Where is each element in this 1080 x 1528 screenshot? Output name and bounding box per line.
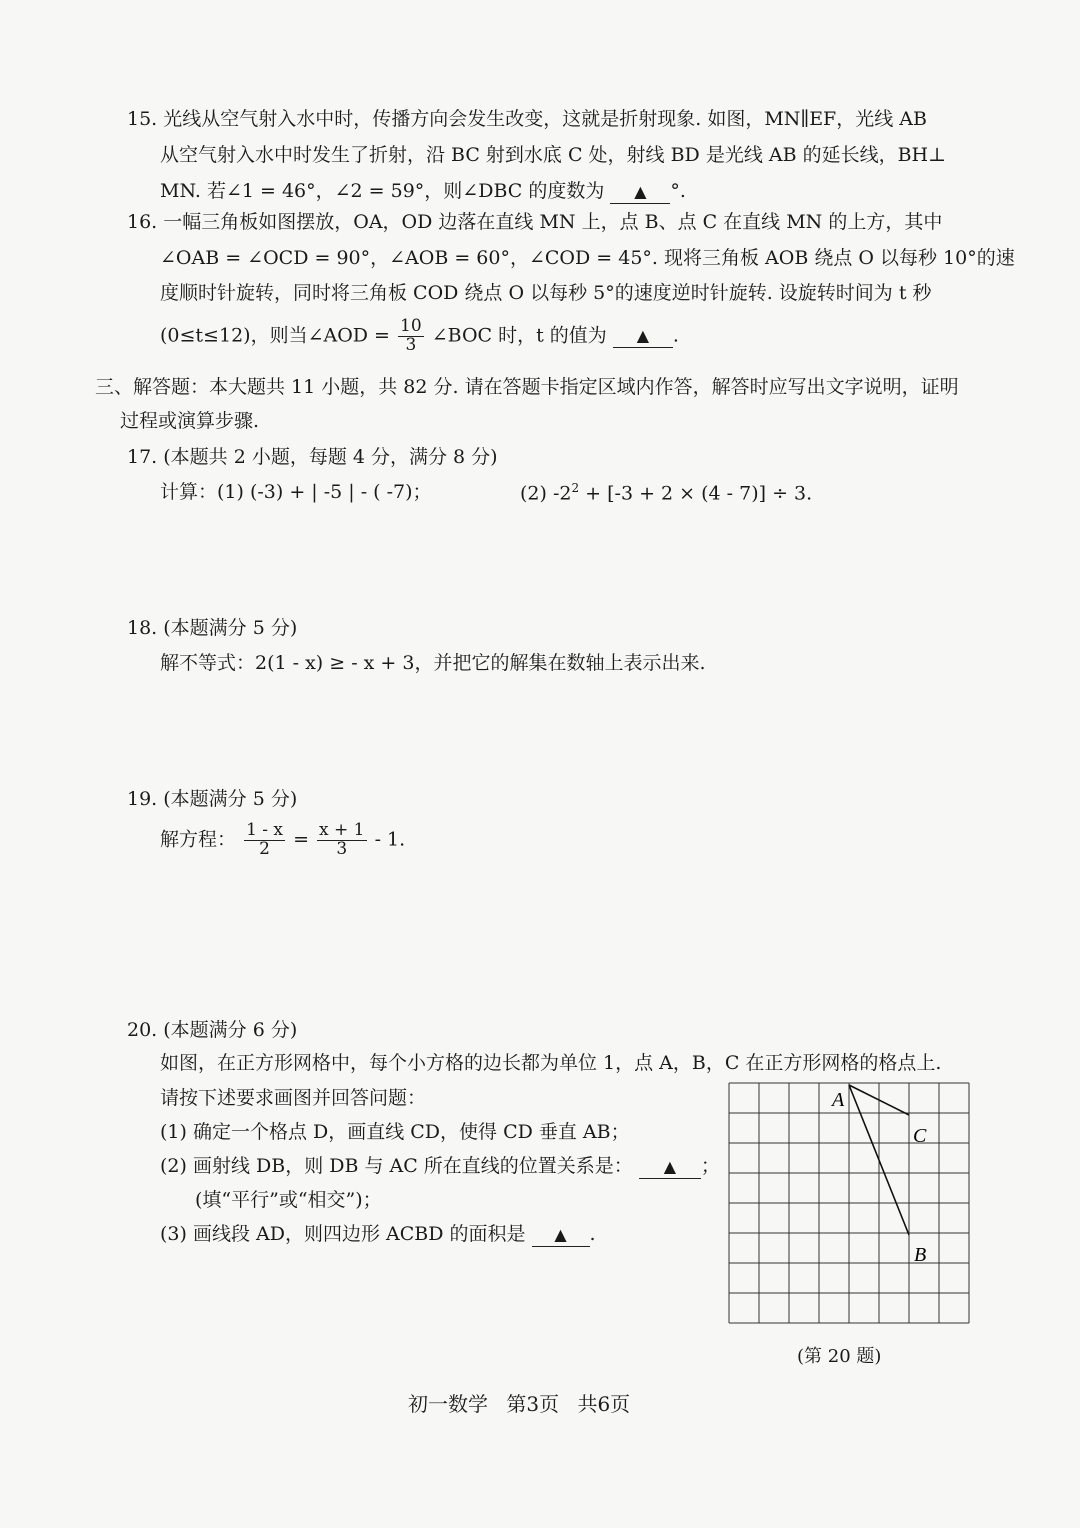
q16-line-4-text: (0≤t≤12)，则当∠AOD = bbox=[160, 324, 390, 347]
figure-caption: (第 20 题) bbox=[797, 1346, 882, 1367]
q16-line-2: ∠OAB = ∠OCD = 90°，∠AOB = 60°，∠COD = 45°. 现将三角板 AOB 绕点 O 以每秒 10°的速 bbox=[160, 247, 1015, 269]
q19-equation bbox=[160, 822, 405, 859]
q19-fraction-right bbox=[317, 822, 366, 859]
q17-part-2-rest: + [-3 + 2 × (4 - 7)] ÷ 3. bbox=[579, 482, 813, 505]
q19-prefix: 解方程： bbox=[160, 828, 237, 851]
q15-answer-blank[interactable] bbox=[610, 180, 670, 204]
point-a-label: A bbox=[832, 1089, 845, 1111]
q15-line-3-text: MN. 若∠1 = 46°，∠2 = 59°，则∠DBC 的度数为 bbox=[160, 180, 605, 202]
answer-triangle-icon: ▲ bbox=[636, 326, 649, 346]
q20-item-2-note: (填“平行”或“相交”)； bbox=[195, 1189, 382, 1211]
answer-triangle-icon: ▲ bbox=[554, 1225, 567, 1244]
q20-item-2 bbox=[160, 1155, 720, 1179]
q20-item-1: (1) 确定一个格点 D，画直线 CD，使得 CD 垂直 AB； bbox=[160, 1121, 630, 1143]
q19-header: 19. (本题满分 5 分) bbox=[127, 788, 298, 810]
q16-line-1: 16. 一幅三角板如图摆放，OA，OD 边落在直线 MN 上，点 B、点 C 在直线 MN 的上方，其中 bbox=[127, 211, 943, 233]
fraction-numerator: x + 1 bbox=[319, 820, 365, 840]
square-grid-figure bbox=[728, 1082, 972, 1328]
q16-line-4-end: . bbox=[672, 324, 679, 347]
q20-line-2: 请按下述要求画图并回答问题： bbox=[160, 1087, 427, 1109]
q16-line-4 bbox=[160, 318, 679, 355]
answer-triangle-icon: ▲ bbox=[634, 182, 647, 201]
q16-fraction bbox=[398, 318, 424, 355]
exponent: 2 bbox=[571, 481, 580, 495]
q20-item-2-blank[interactable] bbox=[639, 1155, 701, 1179]
answer-triangle-icon: ▲ bbox=[663, 1157, 677, 1176]
section-3-heading-cont: 过程或演算步骤. bbox=[120, 410, 260, 432]
q19-suffix: - 1. bbox=[374, 828, 406, 851]
q19-fraction-left bbox=[244, 822, 285, 859]
q15-line-3-end: °. bbox=[670, 180, 686, 202]
q20-item-3-text: (3) 画线段 AD，则四边形 ACBD 的面积是 bbox=[160, 1223, 526, 1245]
equals-sign: = bbox=[293, 828, 309, 851]
page-footer: 初一数学 第3页 共6页 bbox=[408, 1392, 631, 1416]
grid-lines bbox=[729, 1083, 969, 1323]
q17-part-2 bbox=[520, 481, 812, 505]
point-b-label: B bbox=[914, 1244, 927, 1266]
q16-line-3: 度顺时针旋转，同时将三角板 COD 绕点 O 以每秒 5°的速度逆时针旋转. 设旋转时间为 t 秒 bbox=[160, 282, 932, 304]
q20-item-3 bbox=[160, 1223, 596, 1247]
q18-text: 解不等式：2(1 - x) ≥ - x + 3，并把它的解集在数轴上表示出来. bbox=[160, 652, 706, 674]
q15-line-3 bbox=[160, 180, 686, 204]
fraction-numerator: 10 bbox=[400, 316, 422, 336]
q20-line-1: 如图，在正方形网格中，每个小方格的边长都为单位 1，点 A，B，C 在正方形网格的格点上. bbox=[160, 1052, 942, 1074]
fraction-numerator: 1 - x bbox=[246, 820, 284, 840]
point-c-label: C bbox=[913, 1125, 927, 1147]
section-3-heading: 三、解答题：本大题共 11 小题，共 82 分. 请在答题卡指定区域内作答，解答时应写出文字说明，证明 bbox=[95, 376, 959, 398]
q16-line-4-mid: ∠BOC 时，t 的值为 bbox=[431, 324, 607, 347]
fraction-denominator: 2 bbox=[259, 838, 270, 859]
q16-answer-blank[interactable] bbox=[613, 324, 673, 348]
q15-line-2: 从空气射入水中时发生了折射，沿 BC 射到水底 C 处，射线 BD 是光线 AB 的延长线，BH⊥ bbox=[160, 144, 946, 166]
q20-header: 20. (本题满分 6 分) bbox=[127, 1019, 298, 1041]
q17-header: 17. (本题共 2 小题，每题 4 分，满分 8 分) bbox=[127, 446, 498, 468]
fraction-denominator: 3 bbox=[336, 838, 348, 859]
q15-line-1: 15. 光线从空气射入水中时，传播方向会发生改变，这就是折射现象. 如图，MN∥EF，光线 AB bbox=[127, 108, 927, 130]
q17-part-2-text: (2) -2 bbox=[520, 482, 572, 505]
fraction-denominator: 3 bbox=[405, 334, 417, 355]
q17-part-1: 计算：(1) (-3) + | -5 | - ( -7)； bbox=[160, 481, 432, 503]
q20-item-2-end: ； bbox=[700, 1155, 720, 1177]
q18-header: 18. (本题满分 5 分) bbox=[127, 617, 298, 639]
q20-item-2-text: (2) 画射线 DB，则 DB 与 AC 所在直线的位置关系是： bbox=[160, 1155, 633, 1177]
q20-item-3-blank[interactable] bbox=[532, 1223, 590, 1247]
q20-item-3-end: . bbox=[589, 1223, 596, 1245]
